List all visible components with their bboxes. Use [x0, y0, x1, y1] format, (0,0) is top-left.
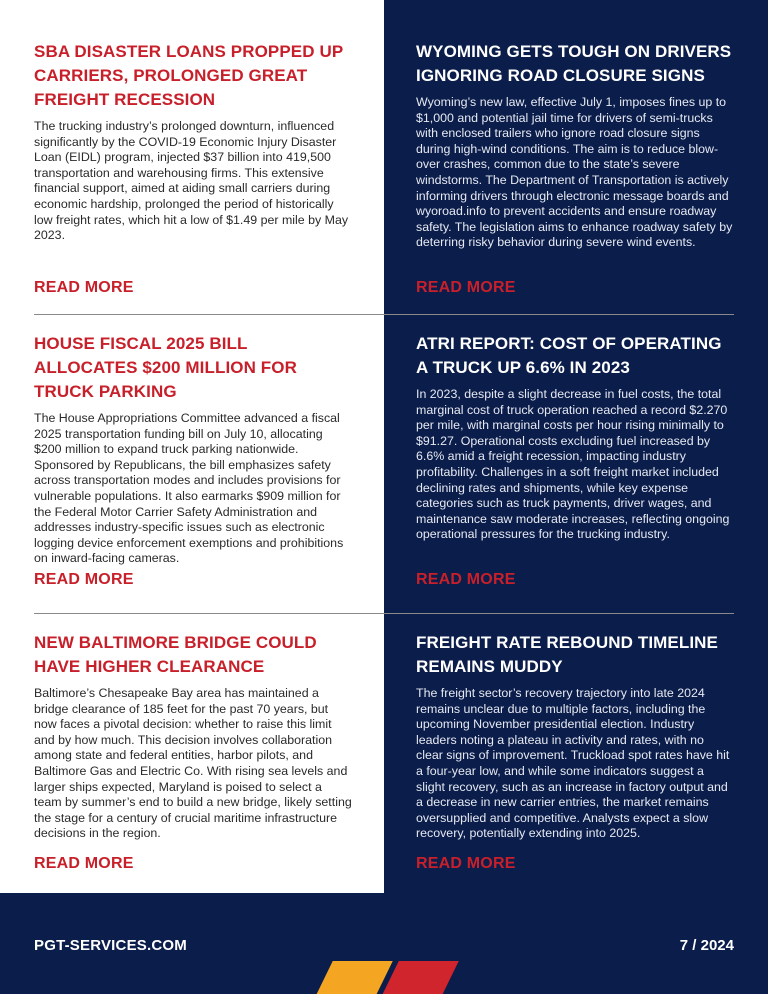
read-more-link[interactable]: READ MORE [416, 855, 516, 872]
article-sba-disaster-loans [34, 40, 352, 244]
read-more-link[interactable]: READ MORE [416, 279, 516, 296]
article-atri-report [416, 332, 734, 543]
page-footer [0, 893, 768, 994]
article-headline: ATRI REPORT: COST OF OPERATING A TRUCK UP 6.6% IN 2023 [416, 334, 722, 377]
article-body: Baltimore’s Chesapeake Bay area has maintained a bridge clearance of 185 feet for the past 70 years, but now faces a pivotal decision: whether to raise this limit and by how much. This decision involves collaboration among state and federal entities, harbor pilots, and Baltimore Gas and Electric Co. With rising sea levels and larger ships expected, Maryland is poised to select a team by summer’s end to build a new bridge, likely setting the stage for a century of crucial maritime infrastructure decisions in the region. [34, 686, 352, 841]
article-headline: WYOMING GETS TOUGH ON DRIVERS IGNORING ROAD CLOSURE SIGNS [416, 42, 732, 85]
section-divider [34, 613, 734, 614]
article-body: The trucking industry’s prolonged downturn, influenced significantly by the COVID-19 Economic Injury Disaster Loan (EIDL) program, injected $37 billion into 419,500 transportation and warehousing firms. This extensive financial support, aimed at aiding small carriers during economic hardship, prolonged the period of historically low freight rates, which hit a low of $1.49 per mile by May 2023. [34, 119, 349, 243]
article-headline: NEW BALTIMORE BRIDGE COULD HAVE HIGHER CLEARANCE [34, 633, 317, 676]
article-body: The freight sector’s recovery trajectory into late 2024 remains unclear due to multiple factors, including the upcoming November presidential election. Industry leaders noting a plateau in activity and rates, with no clear signs of improvement. Truckload spot rates have hit a four-year low, and while some indicators suggest a slight recovery, such as an increase in factory output and a decrease in new carrier entries, the market remains oversupplied and competitive. Analysts expect a slow recovery, potentially extending into 2025. [416, 686, 730, 841]
article-body: In 2023, despite a slight decrease in fuel costs, the total marginal cost of truck operation reached a record $2.270 per mile, with marginal costs per hour rising minimally to $91.27. Operational costs excluding fuel increased by 6.6% amid a freight recession, impacting industry profitability. Challenges in a soft freight market included declining rates and shipments, while key expense categories such as truck payments, driver wages, and maintenance saw moderate increases, reflecting ongoing operational pressures for the trucking industry. [416, 387, 730, 542]
article-body: Wyoming’s new law, effective July 1, imposes fines up to $1,000 and potential jail time for drivers of semi-trucks with enclosed trailers who ignore road closure signs during high-wind conditions. The aim is to reduce blow-over crashes, common due to the state’s severe windstorms. The Department of Transportation is actively informing drivers through electronic message boards and wyoroad.info to prevent accidents and ensure roadway safety. The legislation aims to enhance roadway safety by deterring risky behavior during severe wind events. [416, 95, 733, 250]
article-body: The House Appropriations Committee advanced a fiscal 2025 transportation funding bill on July 10, allocating $200 million to expand truck parking nationwide. Sponsored by Republicans, the bill emphasizes safety across transportation modes and includes provisions for vulnerable populations. It also earmarks $909 million for the Federal Motor Carrier Safety Administration and addresses industry-specific issues such as electronic logging device enforcement exemptions and prohibitions on inward-facing cameras. [34, 411, 344, 566]
footer-page-label: 7 / 2024 [679, 937, 734, 954]
read-more-link[interactable]: READ MORE [34, 855, 134, 872]
read-more-link[interactable]: READ MORE [416, 571, 516, 588]
read-more-link[interactable]: READ MORE [34, 571, 134, 588]
article-freight-rate-rebound [416, 631, 734, 842]
section-divider [34, 314, 734, 315]
brand-stripe-red [379, 961, 459, 994]
article-headline: HOUSE FISCAL 2025 BILL ALLOCATES $200 MILLION FOR TRUCK PARKING [34, 334, 297, 401]
brand-stripe-yellow [313, 961, 393, 994]
footer-website-link[interactable]: PGT-SERVICES.COM [34, 937, 187, 954]
read-more-link[interactable]: READ MORE [34, 279, 134, 296]
article-headline: FREIGHT RATE REBOUND TIMELINE REMAINS MUDDY [416, 633, 718, 676]
article-baltimore-bridge [34, 631, 352, 842]
article-wyoming-road-closure [416, 40, 734, 251]
article-house-fiscal-bill [34, 332, 352, 567]
article-headline: SBA DISASTER LOANS PROPPED UP CARRIERS, PROLONGED GREAT FREIGHT RECESSION [34, 42, 343, 109]
